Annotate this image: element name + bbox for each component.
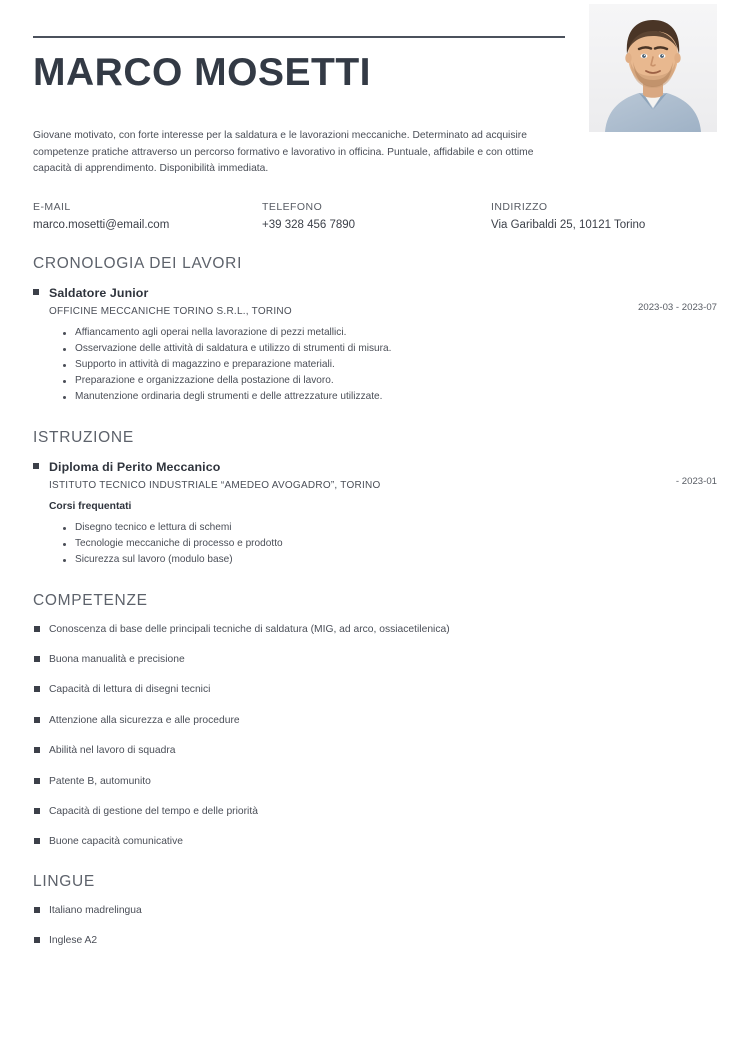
list-item: Conoscenza di base delle principali tecniche di saldatura (MIG, ad arco, ossiacetilenica) <box>33 623 717 636</box>
education-entry-org: ISTITUTO TECNICO INDUSTRIALE “AMEDEO AVOGADRO”, TORINO <box>49 479 381 491</box>
contact-phone-label: TELEFONO <box>262 201 323 214</box>
list-item: Inglese A2 <box>33 934 717 947</box>
work-entry-org: OFFICINE MECCANICHE TORINO S.R.L., TORINO <box>49 306 292 318</box>
work-entry-head <box>33 286 717 300</box>
contact-address-value: Via Garibaldi 25, 10121 Torino <box>491 219 646 232</box>
courses-label: Corsi frequentati <box>49 500 132 512</box>
work-entry <box>33 286 717 405</box>
work-entry-dates: 2023-03 - 2023-07 <box>638 302 717 314</box>
contact-phone-value[interactable]: +39 328 456 7890 <box>262 219 356 232</box>
skills-list <box>33 623 717 849</box>
page-title: MARCO MOSETTI <box>33 51 371 94</box>
section-skills <box>33 592 717 849</box>
education-courses-list <box>63 520 717 568</box>
section-title-education: ISTRUZIONE <box>33 428 134 446</box>
work-entry-role: Saldatore Junior <box>49 286 149 301</box>
portrait-photo-icon <box>589 4 717 132</box>
avatar <box>589 4 717 132</box>
list-item: Preparazione e organizzazione della postazione di lavoro. <box>63 373 717 389</box>
square-bullet-icon <box>33 463 39 469</box>
contact-phone <box>262 201 491 231</box>
list-item: Attenzione alla sicurezza e alle procedure <box>33 714 717 727</box>
education-entry-dates: - 2023-01 <box>675 475 717 487</box>
contact-address-label: INDIRIZZO <box>491 201 548 214</box>
education-entry-head <box>33 460 717 474</box>
list-item: Italiano madrelingua <box>33 904 717 917</box>
section-title-skills: COMPETENZE <box>33 591 148 609</box>
profile-summary: Giovane motivato, con forte interesse per la saldatura e le lavorazioni meccaniche. Determinato ad acquisire competenze pratiche attraverso un percorso formativo e lavorativo in officina. Puntuale, affidabile e con ottime capacità di apprendimento. Disponibilità immediata. <box>33 130 534 175</box>
list-item: Osservazione delle attività di saldatura e utilizzo di strumenti di misura. <box>63 341 717 357</box>
list-item: Tecnologie meccaniche di processo e prodotto <box>63 536 717 552</box>
section-work-history <box>33 255 717 405</box>
list-item: Disegno tecnico e lettura di schemi <box>63 520 717 536</box>
list-item: Supporto in attività di magazzino e preparazione materiali. <box>63 357 717 373</box>
section-title-languages: LINGUE <box>33 872 95 890</box>
education-entry <box>33 460 717 568</box>
list-item: Buona manualità e precisione <box>33 653 717 666</box>
section-education <box>33 429 717 568</box>
list-item: Capacità di lettura di disegni tecnici <box>33 683 717 696</box>
work-entry-bullets <box>63 325 717 405</box>
education-entry-degree: Diploma di Perito Meccanico <box>49 459 221 474</box>
list-item: Affiancamento agli operai nella lavorazione di pezzi metallici. <box>63 325 717 341</box>
list-item: Patente B, automunito <box>33 775 717 788</box>
section-title-work-history: CRONOLOGIA DEI LAVORI <box>33 255 243 273</box>
list-item: Sicurezza sul lavoro (modulo base) <box>63 552 717 568</box>
list-item: Abilità nel lavoro di squadra <box>33 744 717 757</box>
resume-header <box>33 0 717 178</box>
contact-address <box>491 201 645 231</box>
contact-row <box>33 201 717 231</box>
contact-email <box>33 201 262 231</box>
contact-email-label: E-MAIL <box>33 201 71 214</box>
languages-list <box>33 904 717 948</box>
list-item: Manutenzione ordinaria degli strumenti e delle attrezzature utilizzate. <box>63 389 717 405</box>
square-bullet-icon <box>33 289 39 295</box>
contact-email-value[interactable]: marco.mosetti@email.com <box>33 219 170 232</box>
list-item: Capacità di gestione del tempo e delle priorità <box>33 805 717 818</box>
section-languages <box>33 873 717 948</box>
list-item: Buone capacità comunicative <box>33 835 717 848</box>
